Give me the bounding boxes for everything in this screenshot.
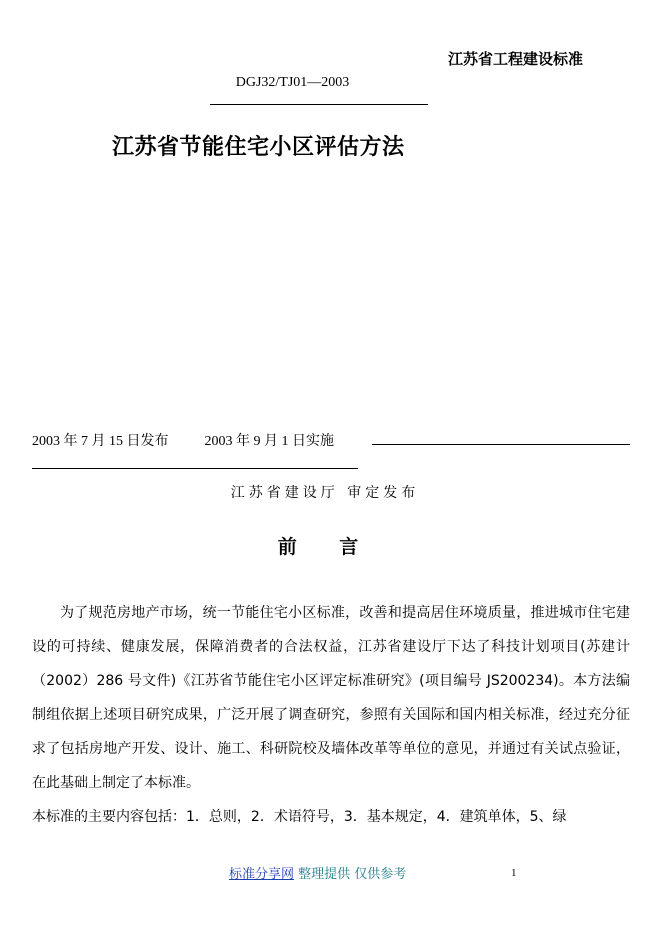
issuer-line: 江苏省建设厅 审定发布	[230, 485, 420, 501]
date-line	[32, 430, 334, 450]
date-divider-left	[32, 468, 358, 469]
preface-paragraph-1: 为了规范房地产市场，统一节能住宅小区标准，改善和提高居住环境质量，推进城市住宅建设的可持续、健康发展，保障消费者的合法权益，江苏省建设厅下达了科技计划项目(苏建计（2002）286 号文件)《江苏省节能住宅小区评定标准研究》(项目编号 JS200234)。本方法编制组依据上述项目研究成果，广泛开展了调查研究，参照有关国际和国内相关标准，经过充分征求了包括房地产开发、设计、施工、科研院校及墙体改革等单位的意见，并通过有关试点验证，在此基础上制定了本标准。	[32, 605, 630, 791]
date-divider-right	[372, 444, 630, 445]
header-organization: 江苏省工程建设标准	[448, 50, 584, 68]
preface-body	[32, 596, 630, 834]
title-divider	[210, 104, 428, 105]
document-title: 江苏省节能住宅小区评估方法	[112, 135, 405, 160]
page-number: 1	[511, 867, 517, 879]
document-code: DGJ32/TJ01—2003	[235, 75, 350, 90]
implement-date: 2003 年 9 月 1 日实施	[204, 434, 334, 449]
footer-site-link[interactable]: 标准分享网	[229, 867, 295, 882]
preface-paragraph-2: 本标准的主要内容包括：1．总则，2．术语符号，3．基本规定，4．建筑单体，5、绿	[32, 809, 567, 825]
footer-note	[229, 863, 406, 882]
preface-heading: 前 言	[277, 536, 377, 558]
publish-date: 2003 年 7 月 15 日发布	[32, 434, 169, 449]
footer-note-text: 整理提供 仅供参考	[294, 867, 407, 882]
